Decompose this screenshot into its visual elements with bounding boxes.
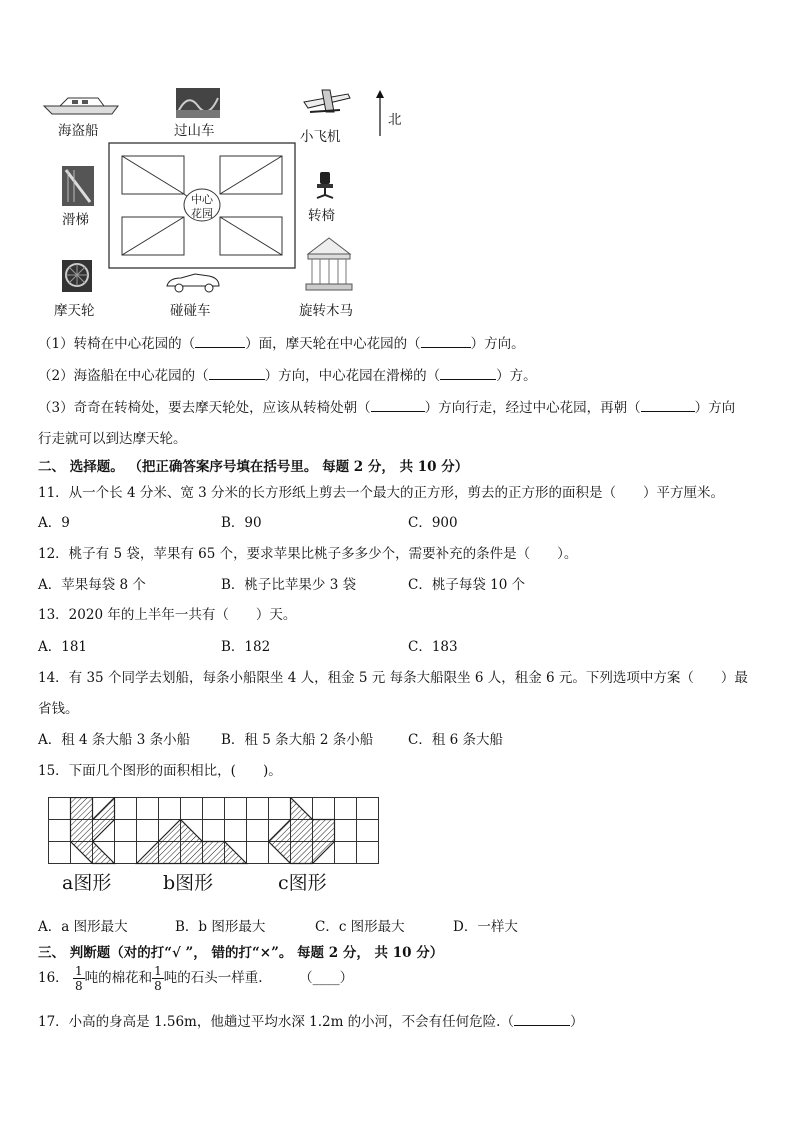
q12-option-c[interactable]: C．桃子每袋 10 个	[408, 577, 526, 593]
pirate-ship-icon	[42, 92, 122, 116]
swivel-chair-icon	[314, 170, 336, 200]
center-label-1: 中心	[191, 193, 213, 206]
carousel-label: 旋转木马	[299, 303, 353, 319]
bumper-car-icon	[165, 272, 221, 294]
north-label: 北	[388, 112, 402, 128]
slide-icon	[62, 166, 94, 206]
small-plane-icon	[300, 86, 352, 122]
q11-option-a[interactable]: A．9	[38, 515, 70, 531]
section-2-title: 二、 选择题。 （把正确答案序号填在括号里。 每题 2 分， 共 10 分）	[38, 459, 469, 475]
carousel-icon	[304, 236, 354, 292]
figure-b-label: b图形	[163, 872, 214, 894]
q11-option-c[interactable]: C．900	[408, 515, 458, 531]
q15-option-b[interactable]: B．b 图形最大	[175, 919, 266, 935]
q14-option-c[interactable]: C．租 6 条大船	[408, 732, 504, 748]
slide-label: 滑梯	[62, 212, 89, 228]
small-plane-label: 小飞机	[300, 129, 341, 145]
answer-blank[interactable]	[421, 347, 471, 348]
answer-blank[interactable]	[440, 379, 496, 380]
q15-grid-figure	[48, 797, 384, 869]
section-3-title: 三、 判断题（对的打“√ ”， 错的打“×”。 每题 2 分， 共 10 分）	[38, 945, 444, 961]
q16: 16． $\frac{1}{8}$ 吨的棉花和 $\frac{1}{8}$ 吨的石头一样重. （____）	[38, 964, 354, 993]
q12-stem: 12．桃子有 5 袋，苹果有 65 个，要求苹果比桃子多多少个，需要补充的条件是（ ）。	[38, 546, 578, 562]
q11-option-b[interactable]: B．90	[221, 515, 262, 531]
q13-option-a[interactable]: A．181	[38, 639, 88, 655]
q15-stem: 15．下面几个图形的面积相比，( )。	[38, 763, 282, 779]
swivel-chair-label: 转椅	[308, 208, 335, 224]
q14-option-b[interactable]: B．租 5 条大船 2 条小船	[221, 732, 374, 748]
q14-stem: 14．有 35 个同学去划船，每条小船限坐 4 人，租金 5 元 每条大船限坐 6 人，租金 6 元。下列选项中方案（ ）最	[38, 670, 748, 686]
q15-option-d[interactable]: D．一样大	[453, 919, 518, 935]
q14-stem-cont: 省钱。	[38, 701, 79, 717]
fraction-one-eighth: $\frac{1}{8}$	[154, 964, 162, 993]
q16-answer-blank[interactable]: （____）	[299, 970, 354, 986]
figure-c-label: c图形	[278, 872, 327, 894]
q13-stem: 13．2020 年的上半年一共有（ ）天。	[38, 607, 297, 623]
q13-option-c[interactable]: C．183	[408, 639, 458, 655]
ferris-wheel-icon	[62, 260, 92, 292]
q11-stem: 11．从一个长 4 分米、宽 3 分米的长方形纸上剪去一个最大的正方形，剪去的正方形的面积是（ ）平方厘米。	[38, 485, 725, 501]
q15-option-c[interactable]: C．c 图形最大	[315, 919, 405, 935]
bumper-car-label: 碰碰车	[170, 303, 211, 319]
figure-a-label: a图形	[62, 872, 112, 894]
q17-answer-blank[interactable]	[514, 1025, 570, 1026]
question-2: （2）海盗船在中心花园的（ ）方向，中心花园在滑梯的（ ）方。	[38, 368, 537, 384]
question-3-cont: 行走就可以到达摩天轮。	[38, 431, 187, 447]
ferris-wheel-label: 摩天轮	[54, 303, 95, 319]
fraction-one-eighth: $\frac{1}{8}$	[74, 964, 83, 993]
q14-option-a[interactable]: A．租 4 条大船 3 条小船	[38, 732, 191, 748]
answer-blank[interactable]	[641, 411, 695, 412]
question-3: （3）奇奇在转椅处，要去摩天轮处，应该从转椅处朝（ ）方向行走，经过中心花园，再朝（ ）方向	[38, 400, 736, 416]
q17: 17．小高的身高是 1.56m，他趟过平均水深 1.2m 的小河，不会有任何危险.（ ）	[38, 1014, 584, 1030]
answer-blank[interactable]	[209, 379, 265, 380]
q12-option-a[interactable]: A．苹果每袋 8 个	[38, 577, 146, 593]
question-1: （1）转椅在中心花园的（ ）面，摩天轮在中心花园的（ ）方向。	[38, 336, 525, 352]
answer-blank[interactable]	[371, 411, 425, 412]
q13-option-b[interactable]: B．182	[221, 639, 271, 655]
pirate-ship-label: 海盗船	[58, 123, 99, 139]
roller-coaster-label: 过山车	[174, 123, 215, 139]
answer-blank[interactable]	[195, 347, 245, 348]
center-label-2: 花园	[191, 207, 213, 220]
north-arrow-icon	[374, 88, 386, 138]
roller-coaster-icon	[176, 88, 220, 118]
q12-option-b[interactable]: B．桃子比苹果少 3 袋	[221, 577, 357, 593]
q15-option-a[interactable]: A．a 图形最大	[38, 919, 128, 935]
